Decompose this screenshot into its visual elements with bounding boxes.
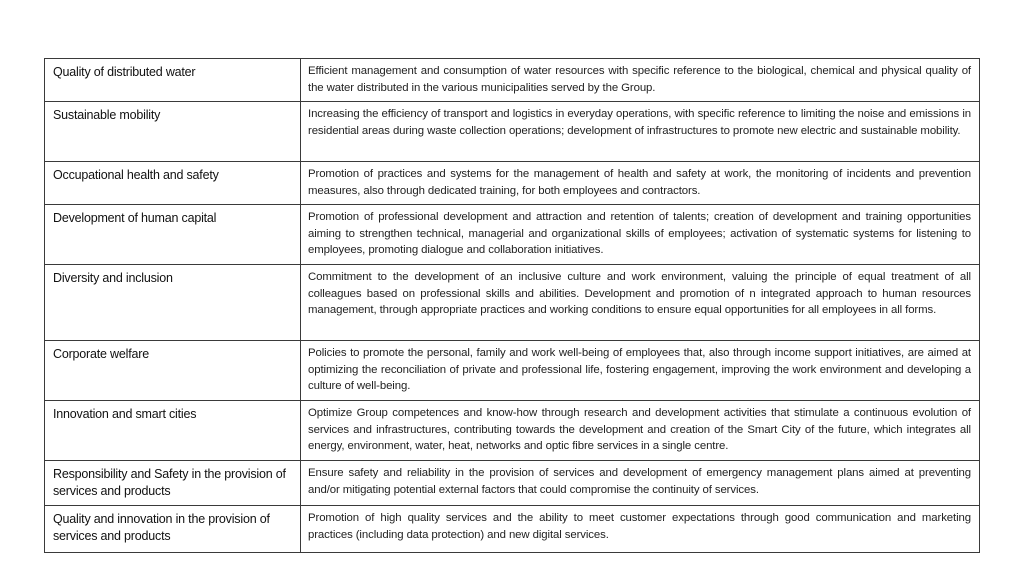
description-cell: Policies to promote the personal, family and work well-being of employees that, also through income support initiatives, are aimed at optimizing the reconciliation of private and professional life, fostering engagement, improving the work environment and developing a culture of well-being.	[301, 341, 980, 401]
table-row	[45, 341, 980, 401]
description-cell: Commitment to the development of an inclusive culture and work environment, valuing the principle of equal treatment of all colleagues based on professional skills and abilities. Development and promotion of n integrated approach to human resources management, through appropriate practices and working conditions to ensure equal opportunities for all employees in all forms.	[301, 265, 980, 341]
table-row	[45, 59, 980, 102]
table-row	[45, 461, 980, 506]
table-row	[45, 162, 980, 205]
topic-cell: Quality of distributed water	[45, 59, 301, 102]
topic-cell: Sustainable mobility	[45, 102, 301, 162]
table-row	[45, 506, 980, 553]
description-cell: Optimize Group competences and know-how through research and development activities that stimulate a continuous evolution of services and infrastructures, contributing towards the development and creation of the Smart City of the future, which integrates all energy, environment, water, heat, networks and optic fibre services in a single centre.	[301, 401, 980, 461]
description-cell: Promotion of practices and systems for the management of health and safety at work, the monitoring of incidents and prevention measures, also through dedicated training, for both employees and contractors.	[301, 162, 980, 205]
topic-cell: Responsibility and Safety in the provision of services and products	[45, 461, 301, 506]
description-cell: Increasing the efficiency of transport and logistics in everyday operations, with specific reference to limiting the noise and emissions in residential areas during waste collection operations; development of infrastructures to promote new electric and sustainable mobility.	[301, 102, 980, 162]
table-row	[45, 401, 980, 461]
table-row	[45, 205, 980, 265]
description-cell: Efficient management and consumption of water resources with specific reference to the biological, chemical and physical quality of the water distributed in the various municipalities served by the Group.	[301, 59, 980, 102]
description-cell: Promotion of professional development and attraction and retention of talents; creation of development and training opportunities aiming to strengthen technical, managerial and organizational skills of employees; activation of systematic systems for listening to employees, promoting dialogue and collaboration initiatives.	[301, 205, 980, 265]
description-cell: Promotion of high quality services and the ability to meet customer expectations through good communication and marketing practices (including data protection) and new digital services.	[301, 506, 980, 553]
material-topics-table	[44, 58, 980, 553]
topic-cell: Diversity and inclusion	[45, 265, 301, 341]
table-row	[45, 265, 980, 341]
topic-cell: Development of human capital	[45, 205, 301, 265]
table-row	[45, 102, 980, 162]
topic-cell: Innovation and smart cities	[45, 401, 301, 461]
description-cell: Ensure safety and reliability in the provision of services and development of emergency management plans aimed at preventing and/or mitigating potential external factors that could compromise the continuity of services.	[301, 461, 980, 506]
topic-cell: Corporate welfare	[45, 341, 301, 401]
topic-cell: Quality and innovation in the provision of services and products	[45, 506, 301, 553]
topic-cell: Occupational health and safety	[45, 162, 301, 205]
